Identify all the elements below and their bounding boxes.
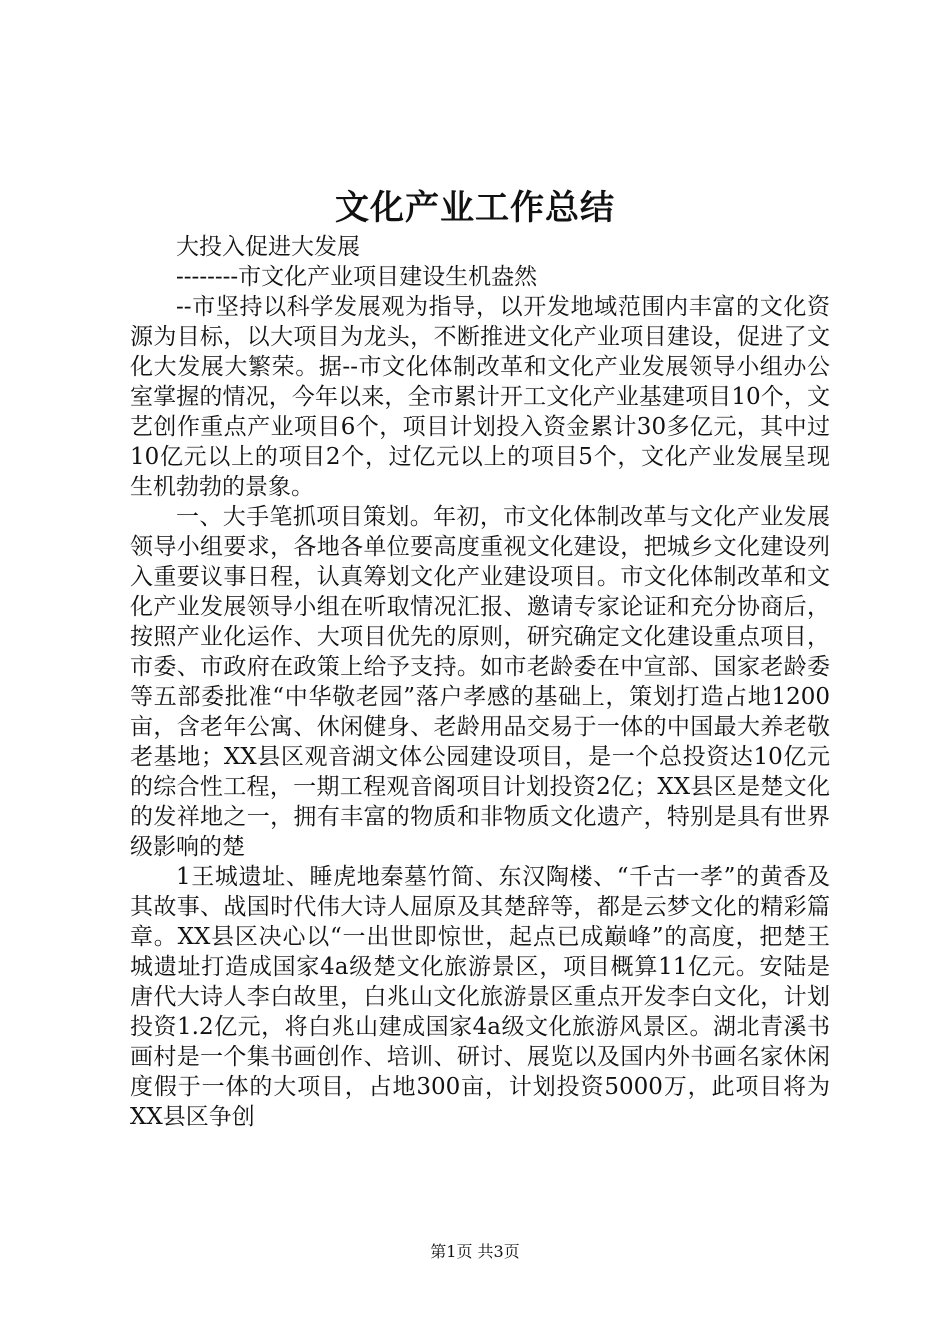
paragraph-intro: --市坚持以科学发展观为指导，以开发地域范围内丰富的文化资源为目标，以大项目为龙头，不断推进文化产业项目建设，促进了文化大发展大繁荣。据--市文化体制改革和文化产业发展领导小组办公室掌握的情况，今年以来，全市累计开工文化产业基建项目10个，文艺创作重点产业项目6个，项目计划投入资金累计30多亿元，其中过10亿元以上的项目2个，过亿元以上的项目5个，文化产业发展呈现生机勃勃的景象。 [130, 294, 830, 500]
document-title: 文化产业工作总结 [335, 188, 615, 228]
paragraph-section-1: 一、大手笔抓项目策划。年初，市文化体制改革与文化产业发展领导小组要求，各地各单位要高度重视文化建设，把城乡文化建设列入重要议事日程，认真筹划文化产业建设项目。市文化体制改革和文化产业发展领导小组在听取情况汇报、邀请专家论证和充分协商后，按照产业化运作、大项目优先的原则，研究确定文化建设重点项目，市委、市政府在政策上给予支持。如市老龄委在中宣部、国家老龄委等五部委批准“中华敬老园”落户孝感的基础上，策划打造占地1200亩，含老年公寓、休闲健身、老龄用品交易于一体的中国最大养老敬老基地；XX县区观音湖文体公园建设项目，是一个总投资达10亿元的综合性工程，一期工程观音阁项目计划投资2亿；XX县区是楚文化的发祥地之一，拥有丰富的物质和非物质文化遗产，特别是具有世界级影响的楚 [130, 504, 830, 860]
subtitle-line: 大投入促进大发展 [176, 234, 360, 260]
page-footer: 第1页 共3页 [430, 1242, 520, 1261]
subheading-line: --------市文化产业项目建设生机盎然 [176, 264, 538, 290]
paragraph-continuation: 1王城遗址、睡虎地秦墓竹简、东汉陶楼、“千古一孝”的黄香及其故事、战国时代伟大诗人屈原及其楚辞等，都是云梦文化的精彩篇章。XX县区决心以“一出世即惊世，起点已成巅峰”的高度，把楚王城遗址打造成国家4a级楚文化旅游景区，项目概算11亿元。安陆是唐代大诗人李白故里，白兆山文化旅游景区重点开发李白文化，计划投资1.2亿元，将白兆山建成国家4a级文化旅游风景区。湖北青溪书画村是一个集书画创作、培训、研讨、展览以及国内外书画名家休闲度假于一体的大项目，占地300亩，计划投资5000万，此项目将为XX县区争创 [130, 864, 830, 1130]
document-body [130, 232, 830, 1132]
